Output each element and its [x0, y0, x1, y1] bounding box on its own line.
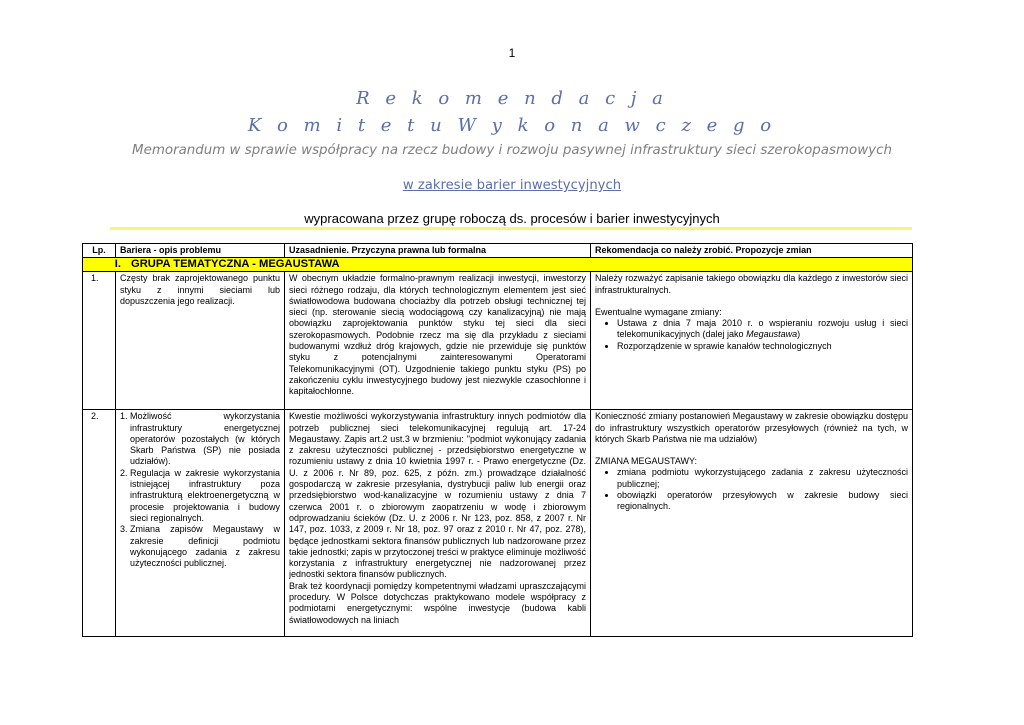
group-row [83, 258, 913, 272]
row-justification [285, 410, 591, 637]
recommendation-intro: Należy rozważyć zapisanie takiego obowiązku dla każdego z inwestorów sieci infrastrukturalnych. [595, 273, 908, 295]
recommendation-list [595, 318, 908, 352]
group-name: GRUPA TEMATYCZNA - MEGAUSTAWA [131, 258, 340, 271]
title-line-2: K o m i t e t u W y k o n a w c z e g o [247, 115, 777, 136]
group-number: I. [114, 258, 121, 271]
barrier-list [120, 411, 280, 569]
table-row [83, 272, 913, 410]
header-recommendation: Rekomendacja co należy zrobić. Propozycje zmian [591, 244, 913, 258]
row-recommendation [591, 410, 913, 637]
row-barrier [116, 410, 285, 637]
row-lp: 1. [83, 272, 116, 410]
list-item: • zmiana podmiotu wykorzystującego zadania z zakresu użyteczności publicznej; [617, 467, 908, 490]
row-lp: 2. [83, 410, 116, 637]
recommendation-list-title: Ewentualne wymagane zmiany: [595, 306, 722, 317]
recommendation-list [595, 467, 908, 512]
list-item: 3. Zmiana zapisów Megaustawy w zakresie definicji podmiotu wykonującego zadania z zakresu użyteczności publicznej. [130, 524, 280, 569]
row-justification: W obecnym układzie formalno-prawnym realizacji inwestycji, inwestorzy sieci różnego rodzaju, dla których technologicznym elementem jest sieć światłowodowa budowana chociażby dla potrzeb obsługi technicznej tej sieci (np. sterowanie siecią wodociągową czy kanalizacyjną) nie mają obowiązku zaprojektowania punktów styku tej sieci dla sieci szerokopasmowych. Podobnie rzecz ma się dla przykładu z sieciami budowanymi wzdłuż dróg krajowych, gdzie nie przewiduje się punktów styku z potencjalnymi zainteresowanymi Operatorami Telekomunikacyjnymi (OT). Uzgodnienie takiego punktu styku (PS) po zakończeniu cyklu inwestycyjnego budowy jest niezwykle czasochłonne i kapitałochłonne. [285, 272, 591, 410]
highlight-line [110, 227, 912, 230]
header-lp: Lp. [83, 244, 116, 258]
justification-paragraph: Kwestie możliwości wykorzystywania infrastruktury innych podmiotów dla potrzeb publicznej sieci telekomunikacyjnej regulują art. 17-24 Megaustawy. Zapis art.2 ust.3 w brzmieniu: "podmiot wykonujący zadania z zakresu użyteczności publicznej - przedsiębiorstwo energetyczne w rozumieniu ustawy z dnia 10 kwietnia 1997 r. - Prawo energetyczne (Dz. U. z 2006 r. Nr 89, poz. 625, z późn. zm.) prowadzące działalność gospodarczą w zakresie przesyłania, dystrybucji paliw lub energii oraz przedsiębiorstwo wod-kanalizacyjne w rozumieniu ustawy z dnia 7 czerwca 2001 r. o zbiorowym zaopatrzeniu w wodę i zbiorowym odprowadzaniu ścieków (Dz. U. z 2006 r. Nr 123, poz. 858, z 2007 r. Nr 147, poz. 1033, z 2009 r. Nr 18, poz. 97 oraz z 2010 r. Nr 47, poz. 278), będące jednostkami sektora finansów publicznych lub nadzorowane przez takie jednostki; zapis w przytoczonej treści w praktyce eliminuje możliwość korzystania z infrastruktury energetycznej nie nadzorowanej przez jednostki sektora finansów publicznych. [289, 411, 586, 580]
table-row [83, 410, 913, 637]
header-justification: Uzasadnienie. Przyczyna prawna lub formalna [285, 244, 591, 258]
group-title [83, 258, 913, 272]
page-number: 1 [508, 46, 516, 60]
list-item: • obowiązki operatorów przesyłowych w zakresie budowy sieci regionalnych. [617, 490, 908, 513]
prepared-by: wypracowana przez grupę roboczą ds. procesów i barier inwestycyjnych [304, 211, 720, 226]
title-line-1: R e k o m e n d a c j a [356, 88, 668, 109]
list-item: 1. Możliwość wykorzystania infrastruktury energetycznej operatorów pozostałych (w których Skarb Państwa (SP) nie posiada udziałów). [130, 411, 280, 467]
recommendation-list-title: ZMIANA MEGAUSTAWY: [595, 456, 698, 467]
row-recommendation [591, 272, 913, 410]
list-item: • Rozporządzenie w sprawie kanałów technologicznych [617, 341, 908, 352]
header-barrier: Bariera - opis problemu [116, 244, 285, 258]
justification-paragraph: Brak też koordynacji pomiędzy kompetentnymi władzami upraszczającymi procedury. W Polsce dotychczas praktykowano modele współpracy z podmiotami energetycznymi: wspólne inwestycje (budowa kabli światłowodowych na liniach [289, 580, 586, 625]
row-barrier: Częsty brak zaprojektowanego punktu styku z innymi sieciami lub dopuszczenia jego realizacji. [116, 272, 285, 410]
subtitle: Memorandum w sprawie współpracy na rzecz budowy i rozwoju pasywnej infrastruktury sieci szerokopasmowych [132, 143, 892, 158]
list-item: 2. Regulacja w zakresie wykorzystania istniejącej infrastruktury poza infrastrukturą elektroenergetyczną w procesie projektowania i budowy sieci regionalnych. [130, 468, 280, 524]
recommendation-table [82, 243, 913, 637]
table-header-row [83, 244, 913, 258]
list-item: • Ustawa z dnia 7 maja 2010 r. o wspieraniu rozwoju usług i sieci telekomunikacyjnych (dalej jako Megaustawa) [617, 318, 908, 341]
scope-heading: w zakresie barier inwestycyjnych [402, 178, 622, 193]
recommendation-intro: Konieczność zmiany postanowień Megaustawy w zakresie obowiązku dostępu do infrastruktury wszystkich operatorów przesyłowych (również na tych, w których Skarb Państwa nie ma udziałów) [595, 411, 908, 444]
